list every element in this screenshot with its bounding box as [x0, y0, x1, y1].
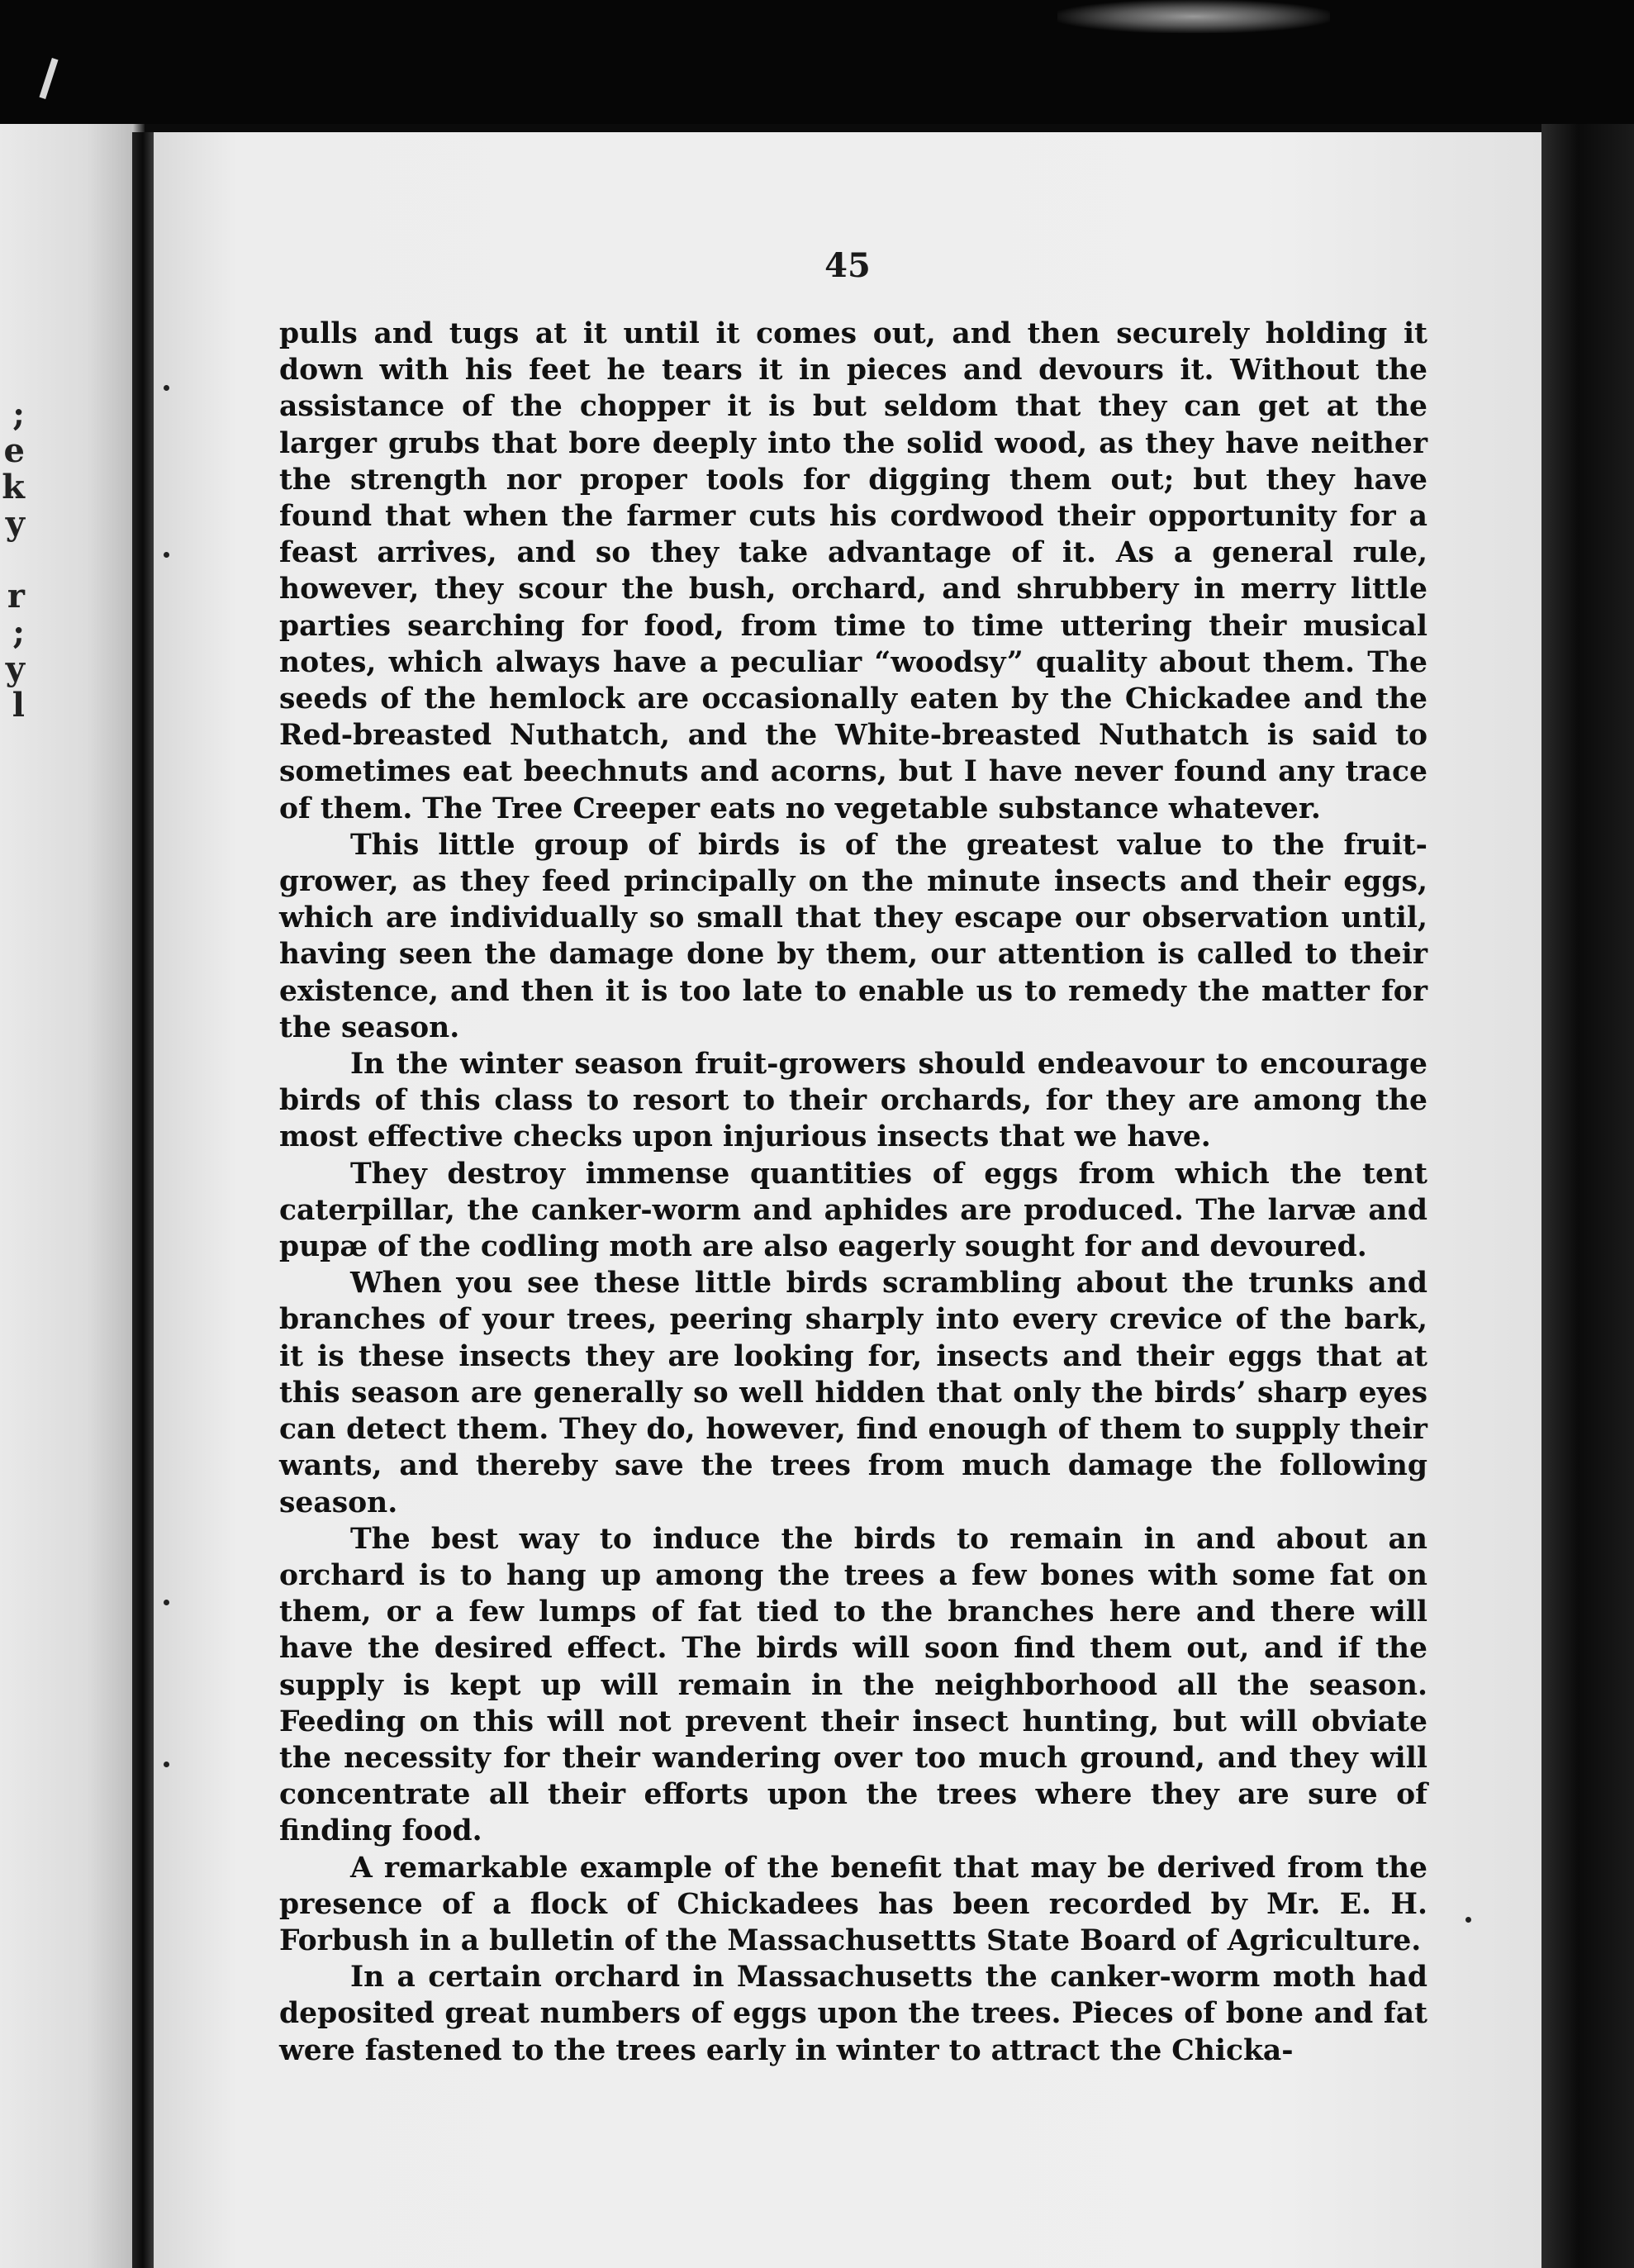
- left-page-margin-text: [0, 397, 25, 975]
- right-page-edge: [1541, 124, 1634, 2268]
- scan-speck: [1465, 1917, 1471, 1923]
- paragraph: They destroy immense quantities of eggs from which the tent caterpillar, the canker-worm and aphides are produced. The larvæ and pupæ of the codling moth are also eagerly sought for and devoured.: [279, 1157, 1427, 1264]
- scan-speck: [164, 1600, 169, 1605]
- margin-fragment: [0, 542, 25, 578]
- margin-fragment: k: [2, 468, 25, 506]
- margin-fragment: ;: [12, 613, 25, 652]
- margin-fragment: y: [5, 649, 25, 688]
- scan-speck: [164, 1762, 169, 1767]
- paragraph: When you see these little birds scrambling about the trunks and branches of your trees, peering sharply into every crevice of the bark, it is these insects they are looking for, insects and their eggs that at this season are generally so well hidden that only the birds’ sharp eyes can detect them. They do, however, find enough of them to supply their wants, and thereby save the trees from much damage the following season.: [279, 1267, 1427, 1519]
- book-binding: [132, 132, 154, 2268]
- book-page: [154, 132, 1541, 2268]
- scan-artifact: [1057, 0, 1330, 33]
- paragraph: In a certain orchard in Massachusetts the canker-worm moth had deposited great numbers of eggs upon the trees. Pieces of bone and fat were fastened to the trees early in winter to attract the Chicka-: [279, 1961, 1427, 2067]
- margin-fragment: y: [5, 504, 25, 543]
- margin-fragment: r: [7, 577, 25, 616]
- margin-fragment: e: [3, 431, 25, 470]
- scan-speck: [164, 385, 169, 391]
- paragraph: In the winter season fruit-growers should endeavour to encourage birds of this class to resort to their orchards, for they are among the most effective checks upon injurious insects that we have.: [279, 1048, 1427, 1154]
- paragraph: This little group of birds is of the greatest value to the fruit-grower, as they feed principally on the minute insects and their eggs, which are individually so small that they escape our observation until, having seen the damage done by them, our attention is called to their existence, and then it is too late to enable us to remedy the matter for the season.: [279, 828, 1427, 1044]
- paragraph: A remarkable example of the benefit that may be derived from the presence of a flock of Chickadees has been recorded by Mr. E. H. Forbush in a bulletin of the Massachusettts State Board of Agriculture.: [279, 1851, 1427, 1957]
- body-text: [279, 316, 1427, 2069]
- scan-background-top: [0, 0, 1634, 124]
- paragraph: The best way to induce the birds to remain in and about an orchard is to hang up among the trees a few bones with some fat on them, or a few lumps of fat tied to the branches here and there will have the desired effect. The birds will soon find them out, and if the supply is kept up will remain in the neighborhood all the season. Feeding on this will not prevent their insect hunting, but will obviate the necessity for their wandering over too much ground, and they will concentrate all their efforts upon the trees where they are sure of finding food.: [279, 1522, 1427, 1848]
- paragraph: pulls and tugs at it until it comes out, and then securely holding it down with his feet he tears it in pieces and devours it. Without the assistance of the chopper it is but seldom that they can get at the larger grubs that bore deeply into the solid wood, as they have neither the strength nor proper tools for digging them out; but they have found that when the farmer cuts his cordwood their opportunity for a feast arrives, and so they take advantage of it. As a general rule, however, they scour the bush, orchard, and shrubbery in merry little parties searching for food, from time to time uttering their musical notes, which always have a peculiar “woodsy” quality about them. The seeds of the hemlock are occasionally eaten by the Chickadee and the Red-breasted Nuthatch, and the White-breasted Nuthatch is said to sometimes eat beechnuts and acorns, but I have never found any trace of them. The Tree Creeper eats no vegetable substance whatever.: [279, 317, 1427, 825]
- margin-fragment: l: [12, 686, 25, 725]
- scan-speck: [164, 552, 169, 558]
- margin-fragment: ;: [12, 395, 25, 434]
- page-number: 45: [824, 246, 871, 285]
